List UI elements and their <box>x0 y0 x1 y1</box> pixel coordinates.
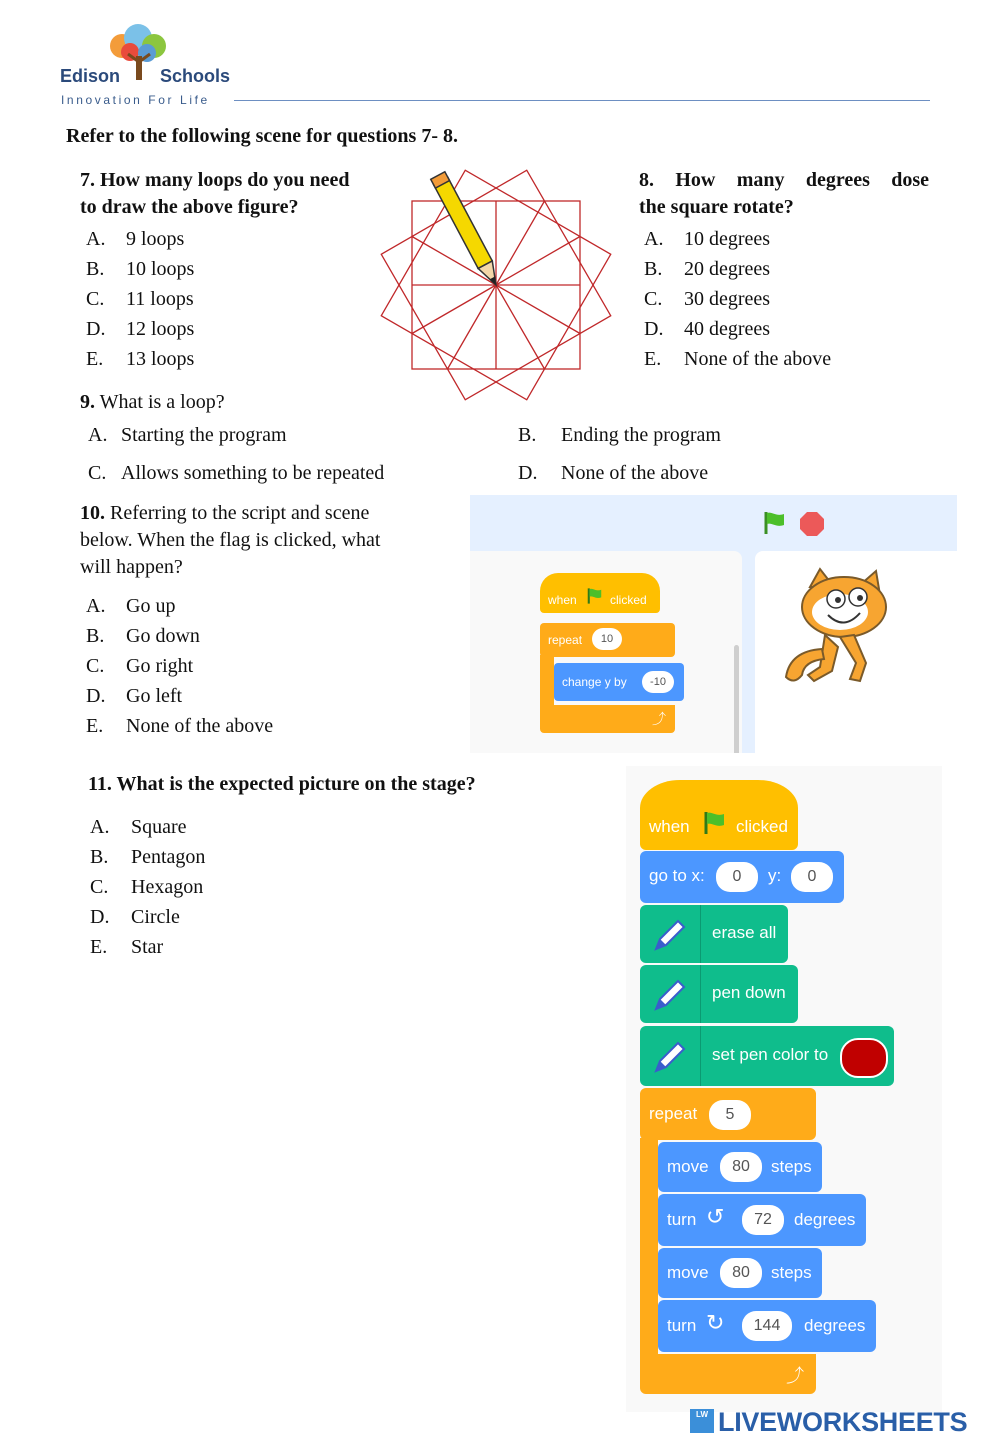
flag-icon <box>702 810 728 841</box>
repeat-block[interactable]: repeat 5 <box>640 1088 816 1140</box>
rotate-right-icon: ↻ <box>706 1310 725 1335</box>
pen-color-swatch[interactable] <box>840 1038 888 1078</box>
q9-question <box>80 391 225 414</box>
rotated-squares-figure <box>378 168 618 408</box>
q8-question <box>639 167 929 221</box>
q7-question-line2: to draw the above figure? <box>80 196 299 218</box>
q11-option-b[interactable]: B. Pentagon <box>90 846 206 868</box>
q8-option-d[interactable]: D. 40 degrees <box>644 318 771 340</box>
move-steps-block[interactable]: move 80 steps <box>658 1248 822 1298</box>
q8-option-b[interactable]: B. 20 degrees <box>644 258 771 280</box>
q7-option-c[interactable]: C. 11 loops <box>86 288 194 310</box>
move-steps-input[interactable]: 80 <box>720 1258 762 1288</box>
logo-text-left: Edison <box>60 66 121 86</box>
q7-option-d[interactable]: D. 12 loops <box>86 318 195 340</box>
liveworksheets-logo-icon: LW <box>690 1409 714 1433</box>
repeat-block-end <box>540 705 675 733</box>
pencil-icon <box>431 172 503 289</box>
q11-option-e[interactable]: E. Star <box>90 936 164 958</box>
repeat-block-end <box>640 1354 816 1394</box>
move-steps-input[interactable]: 80 <box>720 1152 762 1182</box>
repeat-count-input[interactable]: 5 <box>709 1100 751 1130</box>
q8-question-line2: the square rotate? <box>639 196 794 218</box>
q10-question-line1: Referring to the script and scene <box>110 502 370 524</box>
pen-icon <box>650 1039 688 1080</box>
q7-option-e[interactable]: E. 13 loops <box>86 348 195 370</box>
green-flag-icon[interactable] <box>762 510 788 540</box>
pen-down-block[interactable]: pen down <box>640 965 798 1023</box>
erase-all-block[interactable]: erase all <box>640 905 788 963</box>
go-to-xy-block[interactable]: go to x: 0 y: 0 <box>640 851 844 903</box>
q8-option-c[interactable]: C. 30 degrees <box>644 288 771 310</box>
q11-scratch-script <box>626 766 942 1412</box>
turn-right-input[interactable]: 144 <box>742 1311 792 1341</box>
pen-icon <box>650 917 688 958</box>
change-y-block[interactable]: change y by -10 <box>554 663 684 701</box>
q11-option-a[interactable]: A. Square <box>90 816 187 838</box>
q10-option-d[interactable]: D. Go left <box>86 685 183 707</box>
q10-option-b[interactable]: B. Go down <box>86 625 200 647</box>
turn-left-input[interactable]: 72 <box>742 1205 784 1235</box>
y-input[interactable]: 0 <box>791 862 833 892</box>
q7-question-line1: 7. How many loops do you need <box>80 169 350 191</box>
stop-icon[interactable] <box>799 511 825 541</box>
code-scrollbar[interactable] <box>734 645 739 753</box>
cat-sprite-icon[interactable] <box>780 567 908 701</box>
q10-option-e[interactable]: E. None of the above <box>86 715 274 737</box>
turn-right-block[interactable]: turn ↻ 144 degrees <box>658 1300 876 1352</box>
liveworksheets-wordmark: LIVEWORKSHEETS <box>718 1407 968 1437</box>
q10-question-line2: below. When the flag is clicked, what <box>80 529 381 551</box>
q7-option-b[interactable]: B. 10 loops <box>86 258 195 280</box>
q11-option-d[interactable]: D. Circle <box>90 906 180 928</box>
logo-tagline: Innovation For Life <box>61 93 210 107</box>
q10-option-c[interactable]: C. Go right <box>86 655 194 677</box>
q7-question <box>80 167 410 221</box>
rotate-left-icon: ↺ <box>706 1204 725 1229</box>
square-edge-line <box>496 285 580 334</box>
q9-option-c[interactable]: C. Allows something to be repeated <box>88 462 385 484</box>
set-pen-color-block[interactable]: set pen color to <box>640 1026 894 1086</box>
q9-option-b[interactable]: B. Ending the program <box>518 424 721 446</box>
q10-options <box>86 591 273 741</box>
q9-number: 9. <box>80 391 95 413</box>
q8-option-a[interactable]: A. 10 degrees <box>644 228 771 250</box>
q11-options <box>90 812 205 962</box>
q10-scratch-screenshot <box>470 495 957 753</box>
q10-number: 10. <box>80 502 105 524</box>
loop-arrow-icon: ⤴ <box>786 1366 804 1386</box>
q7-option-a[interactable]: A. 9 loops <box>86 228 185 250</box>
q9-question-text: What is a loop? <box>99 391 225 413</box>
q9-option-a[interactable]: A. Starting the program <box>88 424 287 446</box>
square-edge-line <box>496 201 545 285</box>
repeat-count-input[interactable]: 10 <box>592 628 622 650</box>
header-divider <box>234 100 930 101</box>
q10-question-line3: will happen? <box>80 556 183 578</box>
q11-option-c[interactable]: C. Hexagon <box>90 876 204 898</box>
square-edge-line <box>448 285 497 369</box>
repeat-block-arm <box>640 1138 658 1358</box>
when-flag-clicked-block[interactable]: when clicked <box>540 573 660 613</box>
section-intro: Refer to the following scene for questions 7- 8. <box>66 125 458 147</box>
q11-question: 11. What is the expected picture on the stage? <box>88 773 476 795</box>
turn-left-block[interactable]: turn ↺ 72 degrees <box>658 1194 866 1246</box>
repeat-block[interactable]: repeat 10 <box>540 623 675 657</box>
logo-text-right: Schools <box>160 66 231 86</box>
flag-icon <box>586 587 604 608</box>
square-edge-line <box>412 285 496 334</box>
q10-option-a[interactable]: A. Go up <box>86 595 176 617</box>
q8-options <box>644 224 831 374</box>
when-flag-clicked-block[interactable]: when clicked <box>640 780 798 850</box>
q8-question-line1: 8. How many degrees dose <box>639 169 929 191</box>
liveworksheets-brand[interactable] <box>690 1407 990 1437</box>
q7-options <box>86 224 194 374</box>
loop-arrow-icon: ⤴ <box>652 711 666 727</box>
x-input[interactable]: 0 <box>716 862 758 892</box>
square-edge-line <box>496 237 580 286</box>
q8-option-e[interactable]: E. None of the above <box>644 348 832 370</box>
q9-option-d[interactable]: D. None of the above <box>518 462 709 484</box>
change-y-input[interactable]: -10 <box>642 671 674 693</box>
move-steps-block[interactable]: move 80 steps <box>658 1142 822 1192</box>
q10-question <box>80 500 440 581</box>
square-edge-line <box>496 285 545 369</box>
pen-icon <box>650 977 688 1018</box>
